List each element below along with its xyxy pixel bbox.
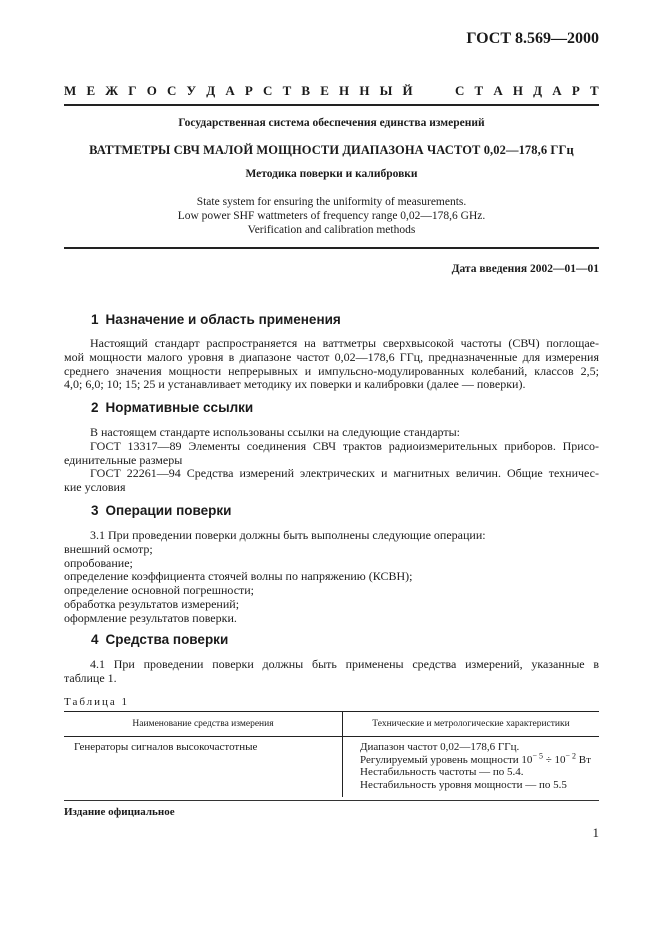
standard-number: ГОСТ 8.569—2000 — [466, 30, 599, 47]
footer-rule — [64, 800, 599, 801]
table-header-row — [64, 712, 599, 737]
section-title: Средства поверки — [105, 632, 229, 647]
banner-letter: Ж — [105, 83, 119, 98]
section-4-heading — [91, 632, 228, 647]
section-1-body — [64, 337, 599, 392]
table-caption: Таблица 1 — [64, 696, 130, 708]
text-line: ГОСТ 22261—94 Средства измерений электрических и магнитных величин. Общие техничес- — [90, 466, 599, 481]
subtitle: Методика поверки и калибровки — [245, 168, 418, 180]
characteristic-text: Вт — [576, 753, 591, 766]
banner-letter: О — [146, 83, 157, 98]
text-line: 4.1 При проведении поверки должны быть применены средства измерений, указанные в — [90, 657, 599, 671]
banner-letter: М — [64, 83, 77, 98]
banner-letter: Г — [128, 83, 137, 98]
list-item: определение основной погрешности; — [64, 583, 255, 598]
banner-letter: С — [263, 83, 273, 98]
table-row-spacer — [64, 791, 599, 797]
list-item: опробование; — [64, 555, 133, 570]
banner-letter: Н — [512, 83, 524, 98]
banner-letter: Е — [86, 83, 96, 98]
text-line: среднего значения мощности непрерывных и импульсно-модулированных колебаний, классов 2,5; — [64, 363, 599, 378]
characteristic-line: Нестабильность уровня мощности — по 5.5 — [360, 778, 567, 791]
banner-letter: Т — [589, 83, 599, 98]
text-line: таблице 1. — [64, 670, 117, 685]
text-line: Настоящий стандарт распространяется на ваттметры сверхвысокой частоты (СВЧ) поглощае- — [90, 336, 599, 350]
table-row — [64, 737, 599, 792]
introduction-date: Дата введения 2002—01—01 — [451, 263, 599, 275]
banner-letter: Н — [359, 83, 370, 98]
top-rule — [64, 104, 599, 106]
text-line: 3.1 При проведении поверки должны быть выполнены следующие операции: — [90, 528, 486, 542]
section-3-body — [64, 529, 599, 626]
interstate-standard-banner — [64, 83, 599, 99]
column-header: Наименование средства измерения — [64, 712, 343, 737]
section-3-heading — [91, 503, 231, 518]
english-title-line: Low power SHF wattmeters of frequency range 0,02—178,6 GHz. — [177, 210, 486, 222]
text-line: кие условия — [64, 480, 126, 495]
banner-letter: Ы — [379, 83, 393, 98]
section-title: Назначение и область применения — [105, 312, 341, 327]
banner-letter: С — [454, 83, 465, 98]
text-line: единительные размеры — [64, 452, 183, 467]
table-cell — [64, 791, 343, 797]
characteristic-text: Регулируемый уровень мощности 10 — [360, 753, 533, 766]
characteristic-line: Нестабильность частоты — по 5.4. — [360, 766, 524, 778]
banner-letter: С — [167, 83, 177, 98]
banner-letter: Й — [402, 83, 413, 98]
characteristic-line — [360, 750, 599, 767]
banner-letter: Д — [206, 83, 216, 98]
banner-letter: А — [493, 83, 503, 98]
characteristic-text: ÷ 10 — [542, 753, 566, 766]
section-2-body — [64, 426, 599, 495]
banner-letter: У — [186, 83, 197, 98]
main-title: ВАТТМЕТРЫ СВЧ МАЛОЙ МОЩНОСТИ ДИАПАЗОНА ЧАСТОТ 0,02—178,6 ГГц — [89, 143, 574, 157]
characteristic-line: Диапазон частот 0,02—178,6 ГГц. — [360, 741, 520, 753]
table-cell-characteristics — [343, 737, 600, 792]
banner-letter: Н — [339, 83, 350, 98]
banner-letter: Т — [474, 83, 484, 98]
exponent: − 5 — [532, 750, 543, 760]
table-cell — [343, 791, 600, 797]
banner-letter: Р — [571, 83, 580, 98]
list-item: определение коэффициента стоячей волны по напряжению (КСВН); — [64, 569, 413, 584]
banner-letter: Т — [282, 83, 292, 98]
text-line: 4,0; 6,0; 10; 15; 25 и устанавливает методику их поверки и калибровки (далее — поверки). — [64, 377, 526, 392]
english-title — [64, 195, 599, 237]
section-title: Операции поверки — [105, 503, 232, 518]
banner-letter: А — [552, 83, 562, 98]
banner-letter: Е — [320, 83, 329, 98]
section-title: Нормативные ссылки — [105, 400, 254, 415]
english-title-line: State system for ensuring the uniformity of measurements. — [196, 196, 467, 208]
banner-letter: В — [301, 83, 311, 98]
page-number: 1 — [592, 825, 599, 840]
section-4-body — [64, 658, 599, 686]
table-cell-name: Генераторы сигналов высокочастотные — [64, 737, 343, 792]
list-item: обработка результатов измерений; — [64, 596, 240, 611]
list-item: оформление результатов поверки. — [64, 610, 237, 625]
text-line: В настоящем стандарте использованы ссылки на следующие стандарты: — [90, 425, 461, 439]
list-item: внешний осмотр; — [64, 541, 153, 556]
section-1-heading — [91, 312, 341, 327]
official-edition-label: Издание официальное — [64, 806, 175, 818]
column-header: Технические и метрологические характеристики — [343, 712, 600, 737]
english-title-line: Verification and calibration methods — [247, 224, 416, 236]
section-number: 4 — [91, 632, 99, 647]
exponent: − 2 — [565, 750, 577, 760]
banner-word-gap — [423, 83, 445, 99]
middle-rule — [64, 247, 599, 249]
banner-letter: А — [225, 83, 235, 98]
section-2-heading — [91, 400, 253, 415]
text-line: ГОСТ 13317—89 Элементы соединения СВЧ трактов радиоизмерительных приборов. Присо- — [90, 438, 599, 453]
table-1 — [64, 711, 599, 797]
text-line: мой мощности малого уровня в диапазоне частот 0,02—178,6 ГГц, предназначенные для измерения — [64, 349, 599, 364]
system-title: Государственная система обеспечения единства измерений — [178, 117, 485, 129]
section-number: 2 — [91, 400, 99, 415]
section-number: 3 — [91, 503, 99, 518]
banner-letter: Р — [244, 83, 253, 98]
banner-letter: Д — [533, 83, 543, 98]
section-number: 1 — [91, 312, 99, 327]
